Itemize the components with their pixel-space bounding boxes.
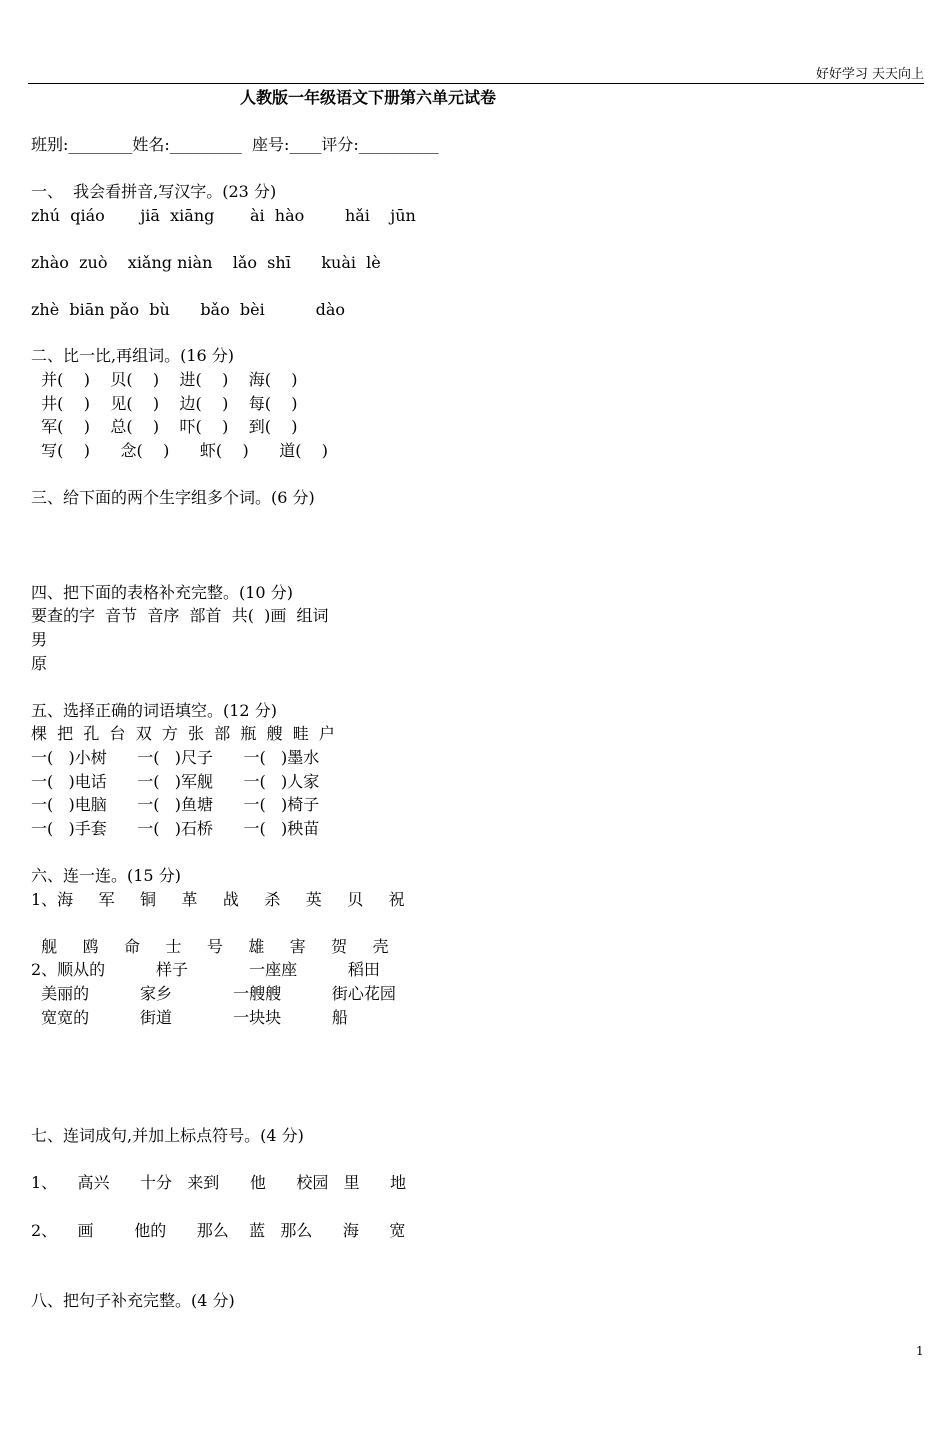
fill-row-3: 一( )电脑 一( )鱼塘 一( )椅子 — [31, 795, 320, 814]
match-row-1: 1、海 军 铜 革 战 杀 英 贝 祝 — [31, 890, 405, 909]
pinyin-row-3: zhè biān pǎo bù bǎo bèi dào — [31, 300, 345, 319]
section-8-heading: 八、把句子补充完整。(4 分) — [31, 1291, 235, 1310]
sentence-row-1: 1、 高兴 十分 来到 他 校园 里 地 — [31, 1173, 407, 1192]
match-row-3: 2、顺从的 样子 一座座 稻田 — [31, 960, 380, 979]
section-6-heading: 六、连一连。(15 分) — [31, 866, 181, 885]
pinyin-row-2: zhào zuò xiǎng niàn lǎo shī kuài lè — [31, 253, 381, 272]
pinyin-row-1: zhú qiáo jiā xiāng ài hào hǎi jūn — [31, 206, 416, 225]
compare-row-3: 军( ) 总( ) 吓( ) 到( ) — [31, 417, 298, 436]
student-info-line: 班别:________姓名:_________ 座号:____评分:__________ — [31, 135, 439, 154]
header-motto: 好好学习 天天向上 — [815, 67, 924, 82]
section-4-heading: 四、把下面的表格补充完整。(10 分) — [31, 583, 293, 602]
page-number: 1 — [916, 1344, 924, 1358]
match-row-4: 美丽的 家乡 一艘艘 街心花园 — [31, 984, 396, 1003]
compare-row-1: 并( ) 贝( ) 进( ) 海( ) — [31, 370, 298, 389]
section-3-heading: 三、给下面的两个生字组多个词。(6 分) — [31, 488, 315, 507]
compare-row-2: 井( ) 见( ) 边( ) 每( ) — [31, 394, 298, 413]
table-row-yuan: 原 — [31, 654, 48, 673]
fill-row-1: 一( )小树 一( )尺子 一( )墨水 — [31, 748, 320, 767]
sentence-row-2: 2、 画 他的 那么 蓝 那么 海 宽 — [31, 1221, 406, 1240]
section-1-heading: 一、 我会看拼音,写汉字。(23 分) — [31, 182, 277, 201]
compare-row-4: 写( ) 念( ) 虾( ) 道( ) — [31, 441, 329, 460]
section-7-heading: 七、连词成句,并加上标点符号。(4 分) — [31, 1126, 304, 1145]
fill-row-2: 一( )电话 一( )军舰 一( )人家 — [31, 772, 320, 791]
match-row-5: 宽宽的 街道 一块块 船 — [31, 1008, 348, 1027]
page-title: 人教版一年级语文下册第六单元试卷 — [240, 88, 497, 107]
section-5-heading: 五、选择正确的词语填空。(12 分) — [31, 701, 277, 720]
section-2-heading: 二、比一比,再组词。(16 分) — [31, 346, 235, 365]
match-row-2: 舰 鸥 命 士 号 雄 害 贺 壳 — [31, 937, 389, 956]
header-divider — [28, 83, 924, 84]
table-header-row: 要查的字 音节 音序 部首 共( )画 组词 — [31, 606, 329, 625]
fill-row-4: 一( )手套 一( )石桥 一( )秧苗 — [31, 819, 320, 838]
measure-word-bank: 棵 把 孔 台 双 方 张 部 瓶 艘 畦 户 — [31, 724, 335, 743]
table-row-nan: 男 — [31, 630, 48, 649]
